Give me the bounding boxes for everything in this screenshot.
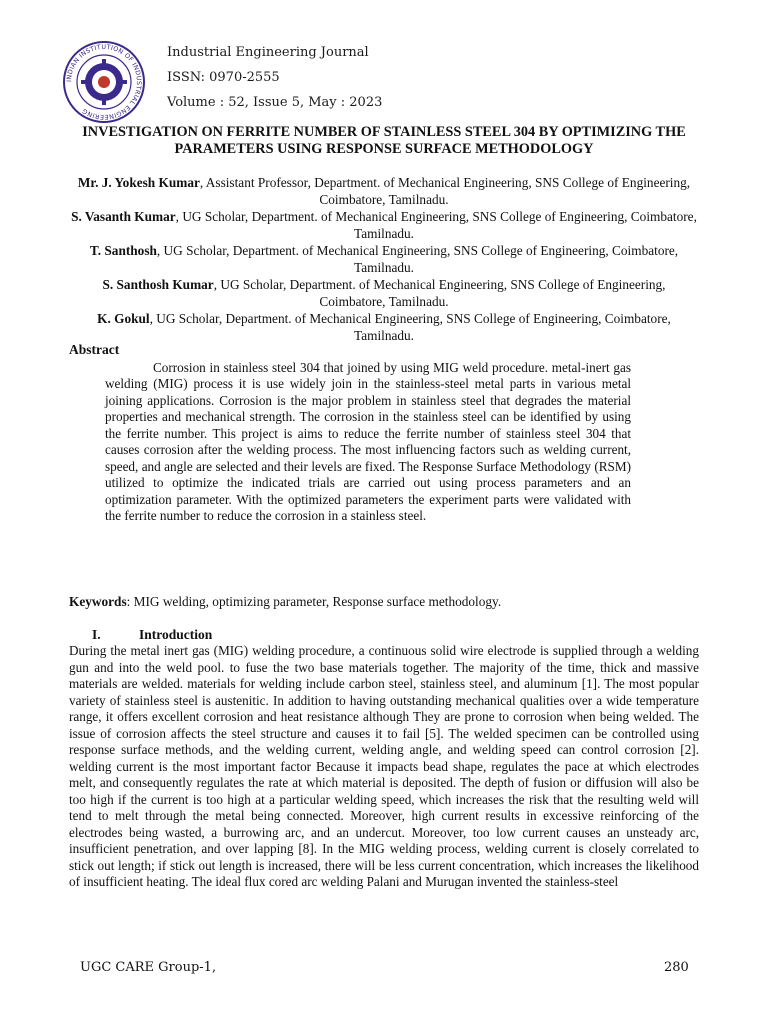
author-entry — [68, 174, 700, 208]
logo-ring-text: INDIAN INSTITUTION OF INDUSTRIAL ENGINEERING — [64, 42, 144, 122]
journal-issn: ISSN: 0970-2555 — [167, 70, 280, 85]
author-affiliation: , UG Scholar, Department. of Mechanical Engineering, SNS College of Engineering, Coimbatore, Tamilnadu. — [213, 277, 666, 309]
section-number: I. — [92, 627, 101, 642]
journal-name: Industrial Engineering Journal — [167, 45, 369, 60]
section-title: Introduction — [139, 627, 213, 642]
author-name: K. Gokul — [97, 311, 150, 326]
author-name: T. Santhosh — [89, 243, 157, 258]
journal-header — [167, 40, 382, 115]
keywords — [69, 593, 709, 610]
author-affiliation: , UG Scholar, Department. of Mechanical Engineering, SNS College of Engineering, Coimbatore, Tamilnadu. — [156, 243, 679, 275]
author-name: S. Vasanth Kumar — [71, 209, 176, 224]
author-entry — [68, 310, 700, 344]
author-affiliation: , UG Scholar, Department. of Mechanical Engineering, SNS College of Engineering, Coimbatore, Tamilnadu. — [149, 311, 671, 343]
author-name: Mr. J. Yokesh Kumar — [77, 175, 200, 190]
section-heading-introduction — [92, 627, 212, 643]
keywords-label: Keywords — [69, 594, 127, 609]
page-number: 280 — [664, 960, 689, 975]
author-affiliation: , UG Scholar, Department. of Mechanical Engineering, SNS College of Engineering, Coimbatore, Tamilnadu. — [175, 209, 697, 241]
keywords-text: : MIG welding, optimizing parameter, Response surface methodology. — [126, 594, 502, 609]
abstract-text: Corrosion in stainless steel 304 that joined by using MIG weld procedure. metal-inert gas welding (MIG) process it is use widely join in the stainless-steel metal parts in various metal joining applications. Corrosion is the major problem in stainless steel that degrades the material properties and mechanical strength. The corrosion in the stainless steel can be identified by using the ferrite number. This project is aims to reduce the ferrite number of stainless steel 304 that causes corrosion after the welding process. The most influencing factors such as welding current, speed, and angle are selected and their levels are fixed. The Response Surface Methodology (RSM) utilized to optimize the indicated trials are carried out using process parameters and an optimization parameter. With the optimized parameters the experiment parts were validated with the ferrite number to reduce the corrosion in a stainless steel. — [105, 360, 631, 524]
abstract-heading: Abstract — [69, 342, 120, 357]
footer-ugc-care: UGC CARE Group-1, — [80, 960, 217, 975]
author-entry — [68, 208, 700, 242]
author-list — [68, 174, 700, 344]
paper-title: INVESTIGATION ON FERRITE NUMBER OF STAINLESS STEEL 304 BY OPTIMIZING THE PARAMETERS USING RESPONSE SURFACE METHODOLOGY — [82, 124, 686, 157]
journal-logo-seal — [62, 40, 146, 124]
journal-volume: Volume : 52, Issue 5, May : 2023 — [167, 95, 383, 110]
author-affiliation: , Assistant Professor, Department. of Mechanical Engineering, SNS College of Engineering, Coimbatore, Tamilnadu. — [199, 175, 691, 207]
author-entry — [68, 276, 700, 310]
author-name: S. Santhosh Kumar — [102, 277, 214, 292]
author-entry — [68, 242, 700, 276]
introduction-text: During the metal inert gas (MIG) welding procedure, a continuous solid wire electrode is supplied through a welding gun and into the weld pool. to fuse the two base materials together. The majority of the time, thick and massive materials are welded. materials for welding include carbon steel, stainless steel, and aluminum [1]. The most popular variety of stainless steel is austenitic. In addition to having outstanding mechanical qualities over a wide temperature range, it offers excellent corrosion and heat resistance although They are prone to corrosion when being welded. The issue of corrosion affects the steel structure and causes it to fail [5]. The welded specimen can be controlled using response surface methods, and the welding current, welding angle, and welding speed can control corrosion [2]. welding current is the most important factor Because it impacts bead shape, regulates the pace at which electrodes melt, and consequently regulates the rate at which material is deposited. The depth of fusion or diffusion will also be too high if the current is too high at a particular welding speed, which increases the risk that the resulting weld will tend to melt through the metal being connected. Moreover, high current results in excessive reinforcing of the electrodes being wasted, a burrowing arc, and an undercut. Moreover, too low current causes an unsteady arc, insufficient penetration, and over lapping [8]. In the MIG welding process, welding current is closely correlated to stick out length; if stick out length is increased, there will be less current concentration, which increases the likelihood of insufficient heating. The ideal flux cored arc welding Palani and Murugan invented the stainless-steel — [69, 643, 699, 889]
